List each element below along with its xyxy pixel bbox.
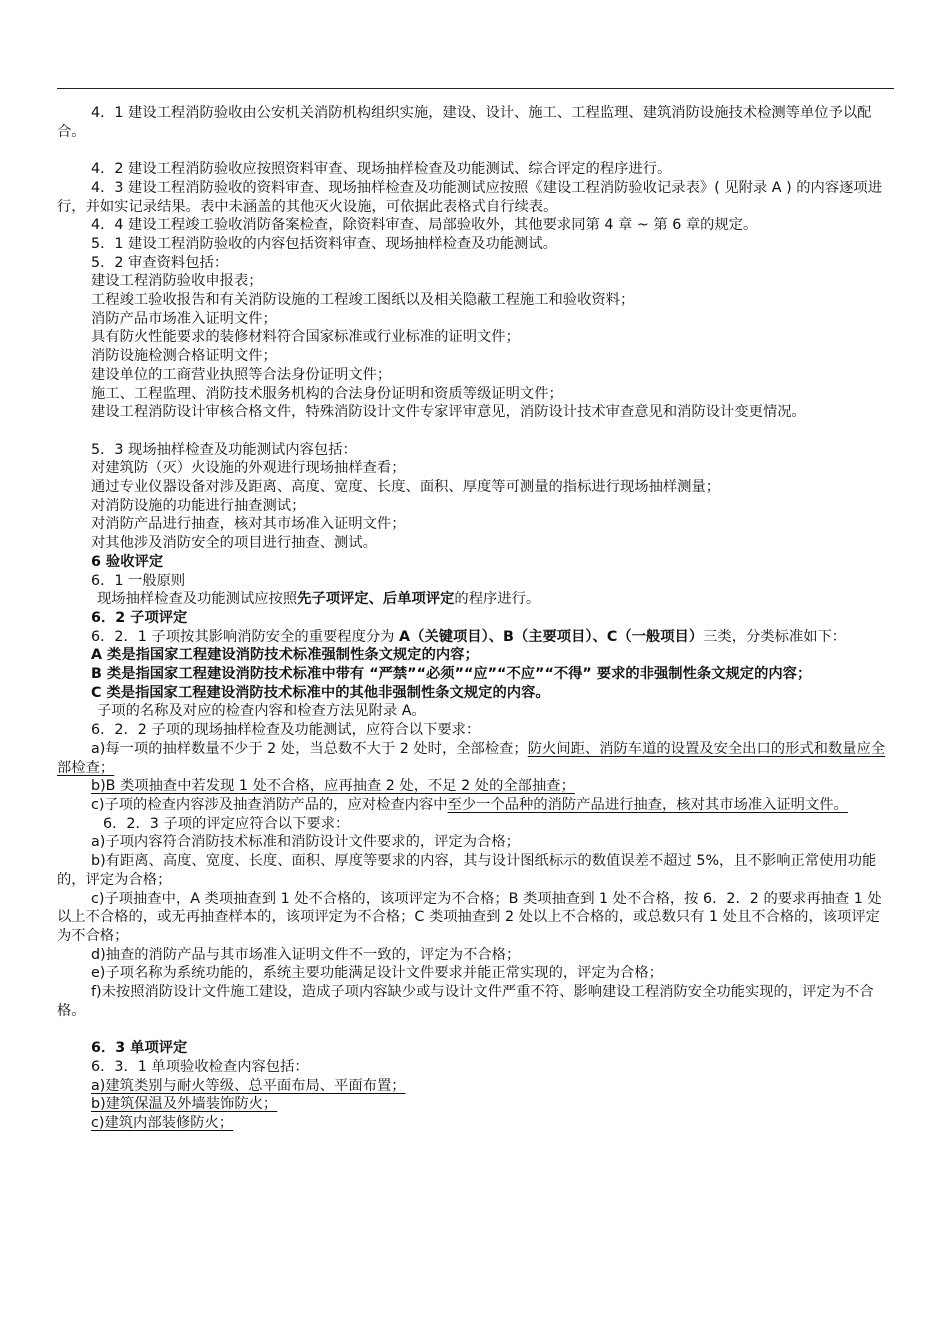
list-item	[57, 1114, 894, 1133]
rule-d: d)抽查的消防产品与其市场准入证明文件不一致的，评定为不合格；	[91, 946, 521, 963]
list-item: 通过专业仪器设备对涉及距离、高度、宽度、长度、面积、厚度等可测量的指标进行现场抽样测量；	[91, 479, 721, 496]
clause-6-3-1: 6．3．1 单项验收检查内容包括：	[91, 1058, 309, 1075]
clause-6-2-3: 6．2．3 子项的评定应符合以下要求：	[103, 815, 350, 832]
clause-6-2-heading: 6．2 子项评定	[91, 609, 188, 626]
underlined-text: c)建筑内部装修防火；	[91, 1114, 234, 1131]
document-body	[57, 104, 894, 1133]
clause-5-1: 5．1 建设工程消防验收的内容包括资料审查、现场抽样检查及功能测试。	[91, 235, 557, 252]
clause-6-3-heading: 6．3 单项评定	[91, 1040, 188, 1057]
clause-6-2-1	[57, 628, 894, 647]
spacer	[57, 141, 894, 160]
spacer	[57, 422, 894, 441]
list-item: 对消防设施的功能进行抽查测试；	[91, 497, 306, 514]
rule-a: a)子项内容符合消防技术标准和消防设计文件要求的，评定为合格；	[91, 834, 520, 851]
clause-6-1: 6．1 一般原则	[91, 572, 186, 589]
category-a-definition: A 类是指国家工程建设消防技术标准强制性条文规定的内容；	[91, 647, 479, 664]
underlined-text: 至少一个品种的消防产品进行抽查，核对其市场准入证明文件。	[447, 796, 848, 813]
emphasis-text: A（关键项目）、B（主要项目）、C（一般项目）	[399, 628, 704, 645]
list-item: 施工、工程监理、消防技术服务机构的合法身份证明和资质等级证明文件；	[91, 385, 563, 402]
clause-5-2: 5．2 审查资料包括：	[91, 254, 229, 271]
underlined-text: b)建筑保温及外墙装饰防火；	[91, 1096, 278, 1113]
category-c-definition: C 类是指国家工程建设消防技术标准中的其他非强制性条文规定的内容。	[91, 684, 550, 701]
requirement-b: b)B 类项抽查中若发现 1 处不合格，应再抽查 2 处，不足 2 处的全部抽查；	[91, 778, 575, 795]
appendix-reference: 子项的名称及对应的检查内容和检查方法见附录 A。	[97, 703, 426, 720]
list-item	[57, 1077, 894, 1096]
section-heading-6: 6 验收评定	[91, 553, 164, 570]
rule-f: f)未按照消防设计文件施工建设，造成子项内容缺少或与设计文件严重不符、影响建设工程消防安全功能实现的，评定为不合格。	[57, 984, 874, 1019]
text-run: 现场抽样检查及功能测试应按照	[97, 591, 298, 608]
clause-4-4: 4．4 建设工程竣工验收消防备案检查，除资料审查、局部验收外，其他要求同第 4 章 ~ 第 6 章的规定。	[91, 217, 758, 234]
list-item: 建设工程消防验收申报表；	[91, 273, 263, 290]
clause-4-1: 4．1 建设工程消防验收由公安机关消防机构组织实施，建设、设计、施工、工程监理、建筑消防设施技术检测等单位予以配合。	[57, 105, 872, 140]
list-item: 对其他涉及消防安全的项目进行抽查、测试。	[91, 535, 377, 552]
list-item: 工程竣工验收报告和有关消防设施的工程竣工图纸以及相关隐蔽工程施工和验收资料；	[91, 292, 635, 309]
rule-e: e)子项名称为系统功能的，系统主要功能满足设计文件要求并能正常实现的，评定为合格；	[91, 965, 663, 982]
text-run: 的程序进行。	[454, 591, 541, 608]
list-item: 建设单位的工商营业执照等合法身份证明文件；	[91, 366, 392, 383]
spacer	[57, 1020, 894, 1039]
rule-c: c)子项抽查中，A 类项抽查到 1 处不合格的，该项评定为不合格；B 类项抽查到 1 处不合格，按 6．2．2 的要求再抽查 1 处以上不合格的，或无再抽查样本的，该项评定为不合格；C 类项抽查到 2 处以上不合格的，或总数只有 1 处且不合格的，该项评定为不合格；	[57, 890, 882, 944]
text-run: 6．2．1 子项按其影响消防安全的重要程度分为	[91, 628, 400, 645]
clause-6-2-2: 6．2．2 子项的现场抽样检查及功能测试，应符合以下要求：	[91, 722, 481, 739]
list-item: 对消防产品进行抽查，核对其市场准入证明文件；	[91, 516, 406, 533]
list-item	[57, 1095, 894, 1114]
text-run: a)每一项的抽样数量不少于 2 处，当总数不大于 2 处时，全部检查；	[91, 740, 528, 757]
requirement-a	[57, 740, 894, 777]
requirement-c	[57, 796, 894, 815]
underlined-text: 防火间距、消防车道的设置及安全出口的形式和数量应全部检查；	[57, 740, 886, 776]
rule-b: b)有距离、高度、宽度、长度、面积、厚度等要求的内容，其与设计图纸标示的数值误差不超过 5%，且不影响正常使用功能的，评定为合格；	[57, 853, 877, 888]
list-item: 建设工程消防设计审核合格文件，特殊消防设计文件专家评审意见，消防设计技术审查意见和消防设计变更情况。	[91, 404, 806, 421]
list-item: 消防设施检测合格证明文件；	[91, 348, 277, 365]
list-item: 消防产品市场准入证明文件；	[91, 310, 277, 327]
underlined-text: a)建筑类别与耐火等级、总平面布局、平面布置；	[91, 1077, 406, 1094]
list-item: 对建筑防（灭）火设施的外观进行现场抽样查看；	[91, 460, 406, 477]
text-run: c)子项的检查内容涉及抽查消防产品的，应对检查内容中	[91, 796, 448, 813]
text-run: 三类，分类标准如下：	[703, 628, 847, 645]
clause-4-2: 4．2 建设工程消防验收应按照资料审查、现场抽样检查及功能测试、综合评定的程序进行。	[91, 161, 672, 178]
list-item: 具有防火性能要求的装修材料符合国家标准或行业标准的证明文件；	[91, 329, 520, 346]
category-b-definition: B 类是指国家工程建设消防技术标准中带有 “严禁”“必须”“应”“不应”“不得” 要求的非强制性条文规定的内容；	[91, 666, 812, 683]
emphasis-text: 先子项评定、后单项评定	[297, 591, 455, 608]
header-rule	[57, 88, 894, 89]
clause-5-3: 5．3 现场抽样检查及功能测试内容包括：	[91, 441, 357, 458]
clause-6-1-text	[57, 590, 894, 609]
clause-4-3: 4．3 建设工程消防验收的资料审查、现场抽样检查及功能测试应按照《建设工程消防验收记录表》( 见附录 A ) 的内容逐项进行，并如实记录结果。表中未涵盖的其他灭火设施，可依据此表格式自行续表。	[57, 179, 882, 215]
